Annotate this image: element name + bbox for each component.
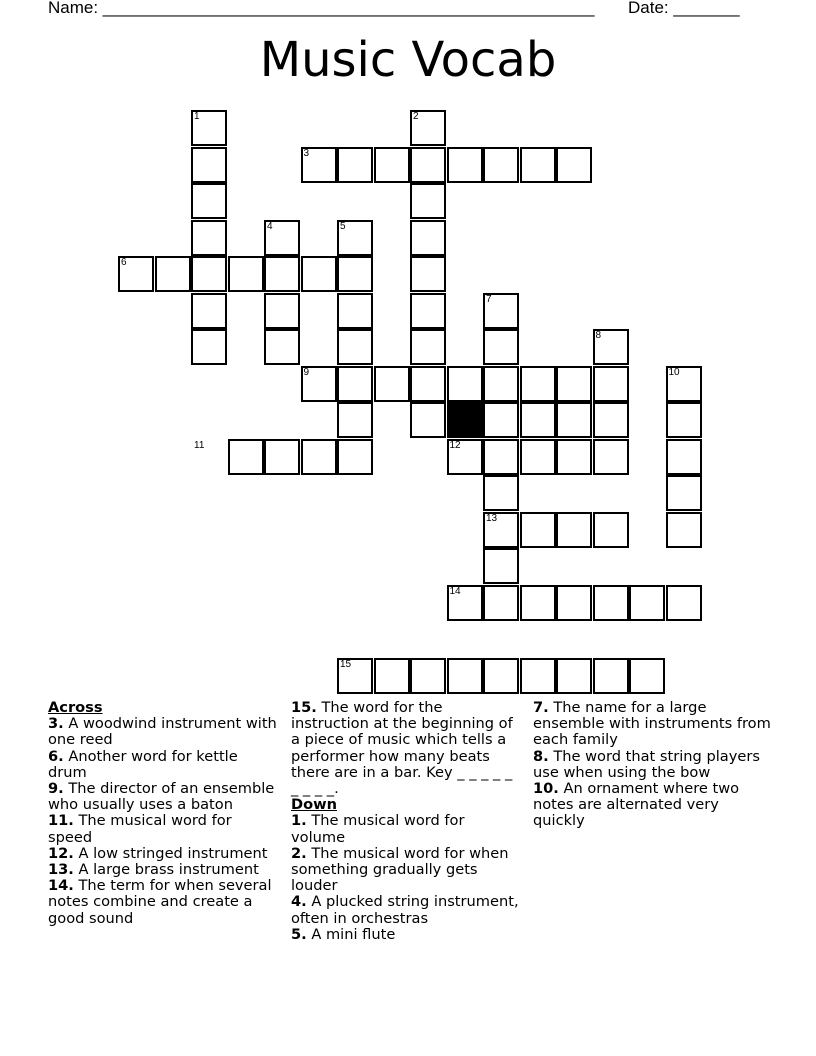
- grid-cell[interactable]: [191, 329, 227, 365]
- clue-number: 11: [194, 439, 205, 451]
- clue-across-14: 14. The term for when several notes combine and create a good sound: [48, 877, 272, 927]
- grid-cell[interactable]: [447, 658, 483, 694]
- clue-down-1: 1. The musical word for volume: [291, 812, 465, 846]
- grid-cell[interactable]: [483, 366, 519, 402]
- grid-cell[interactable]: [593, 439, 629, 475]
- grid-cell[interactable]: [483, 439, 519, 475]
- grid-cell[interactable]: [556, 439, 592, 475]
- grid-cell[interactable]: [666, 512, 702, 548]
- grid-cell[interactable]: [191, 183, 227, 219]
- black-square: [447, 402, 483, 438]
- grid-cell[interactable]: [410, 366, 446, 402]
- down-heading: Down: [291, 796, 338, 814]
- grid-cell[interactable]: [374, 366, 410, 402]
- grid-cell[interactable]: [228, 256, 264, 292]
- grid-cell[interactable]: [666, 585, 702, 621]
- grid-cell[interactable]: [666, 475, 702, 511]
- grid-cell[interactable]: [593, 658, 629, 694]
- grid-cell[interactable]: [410, 293, 446, 329]
- grid-cell[interactable]: [666, 439, 702, 475]
- grid-cell[interactable]: [301, 256, 337, 292]
- clue-number: 6: [121, 257, 127, 268]
- grid-cell[interactable]: [629, 658, 665, 694]
- clue-down-2: 2. The musical word for when something gradually gets louder: [291, 844, 509, 895]
- clue-down-8: 8. The word that string players use when using the bow: [533, 747, 760, 781]
- clues-column-1: [48, 700, 280, 927]
- grid-cell[interactable]: [410, 256, 446, 292]
- clue-across-12: 12. A low stringed instrument: [48, 844, 268, 862]
- grid-cell[interactable]: [447, 366, 483, 402]
- grid-cell[interactable]: [264, 329, 300, 365]
- clue-down-7: 7. The name for a large ensemble with instruments from each family: [533, 699, 771, 749]
- across-heading: Across: [48, 699, 103, 716]
- clue-number: 15: [340, 658, 352, 670]
- grid-cell[interactable]: [264, 293, 300, 329]
- clue-across-3: 3. A woodwind instrument with one reed: [48, 715, 277, 749]
- grid-cell[interactable]: [301, 439, 337, 475]
- grid-cell[interactable]: [374, 658, 410, 694]
- grid-cell[interactable]: [191, 256, 227, 292]
- page-title: Music Vocab: [259, 32, 557, 88]
- grid-cell[interactable]: [520, 658, 556, 694]
- grid-cell[interactable]: [593, 402, 629, 438]
- grid-cell[interactable]: [556, 366, 592, 402]
- grid-cell[interactable]: [593, 585, 629, 621]
- clue-across-11: 11. The musical word for speed: [48, 812, 232, 846]
- grid-cell[interactable]: [410, 147, 446, 183]
- name-field[interactable]: Name: ____________________________________________________: [48, 0, 595, 17]
- grid-cell[interactable]: [337, 147, 373, 183]
- clue-down-10: 10. An ornament where two notes are alternated very quickly: [533, 780, 740, 830]
- grid-cell[interactable]: [191, 147, 227, 183]
- grid-cell[interactable]: [483, 329, 519, 365]
- clue-across-9: 9. The director of an ensemble who usually uses a baton: [48, 780, 275, 814]
- grid-cell[interactable]: [520, 366, 556, 402]
- clue-down-4: 4. A plucked string instrument, often in orchestras: [291, 893, 519, 927]
- grid-cell[interactable]: [556, 512, 592, 548]
- clue-number: 8: [595, 330, 602, 341]
- grid-cell[interactable]: [483, 402, 519, 438]
- grid-cell[interactable]: [666, 402, 702, 438]
- grid-cell[interactable]: [483, 658, 519, 694]
- grid-cell[interactable]: [410, 402, 446, 438]
- grid-cell[interactable]: [520, 439, 556, 475]
- clue-number: 14: [449, 585, 461, 597]
- grid-cell[interactable]: [264, 256, 300, 292]
- grid-cell[interactable]: [228, 439, 264, 475]
- grid-cell[interactable]: [556, 402, 592, 438]
- grid-cell[interactable]: [410, 220, 446, 256]
- clue-across-13: 13. A large brass instrument: [48, 861, 259, 879]
- clue-number: 12: [449, 439, 461, 451]
- date-field[interactable]: Date: _______: [628, 0, 740, 17]
- grid-cell[interactable]: [410, 658, 446, 694]
- grid-cell[interactable]: [337, 366, 373, 402]
- grid-cell[interactable]: [264, 439, 300, 475]
- grid-cell[interactable]: [410, 329, 446, 365]
- clue-number: 13: [486, 512, 498, 524]
- grid-cell[interactable]: [593, 366, 629, 402]
- grid-cell[interactable]: [483, 548, 519, 584]
- grid-cell[interactable]: [629, 585, 665, 621]
- clue-number: 4: [267, 220, 273, 232]
- grid-cell[interactable]: [374, 147, 410, 183]
- grid-cell[interactable]: [483, 585, 519, 621]
- grid-cell[interactable]: [483, 475, 519, 511]
- grid-cell[interactable]: [556, 658, 592, 694]
- grid-cell[interactable]: [337, 439, 373, 475]
- clue-number: 7: [486, 293, 492, 305]
- clue-number: 2: [413, 111, 419, 122]
- grid-cell[interactable]: [337, 293, 373, 329]
- clue-number: 5: [340, 220, 346, 232]
- grid-cell[interactable]: [520, 512, 556, 548]
- grid-cell[interactable]: [447, 147, 483, 183]
- clues-column-3: [533, 700, 773, 830]
- clue-across-6: 6. Another word for kettle drum: [48, 747, 238, 781]
- grid-cell[interactable]: [520, 147, 556, 183]
- grid-cell[interactable]: [337, 329, 373, 365]
- clues-column-2: [291, 700, 523, 943]
- grid-cell[interactable]: [191, 293, 227, 329]
- grid-cell[interactable]: [410, 183, 446, 219]
- grid-cell[interactable]: [483, 147, 519, 183]
- grid-cell[interactable]: [191, 220, 227, 256]
- grid-cell[interactable]: [556, 585, 592, 621]
- clue-number: 1: [194, 111, 200, 122]
- clue-down-5: 5. A mini flute: [291, 925, 396, 943]
- grid-cell[interactable]: [520, 402, 556, 438]
- clue-across-15: 15. The word for the instruction at the beginning of a piece of music which tells a performer how many beats there are in a bar. Key _ _ _ _ _ _ _ _ _.: [291, 699, 513, 798]
- clue-number: 9: [303, 366, 310, 378]
- clue-number: 3: [303, 147, 310, 159]
- grid-cell[interactable]: [593, 512, 629, 548]
- grid-cell[interactable]: [520, 585, 556, 621]
- grid-cell[interactable]: [337, 256, 373, 292]
- grid-cell[interactable]: [556, 147, 592, 183]
- clue-number: 10: [668, 366, 680, 378]
- grid-cell[interactable]: [155, 256, 191, 292]
- grid-cell[interactable]: [337, 402, 373, 438]
